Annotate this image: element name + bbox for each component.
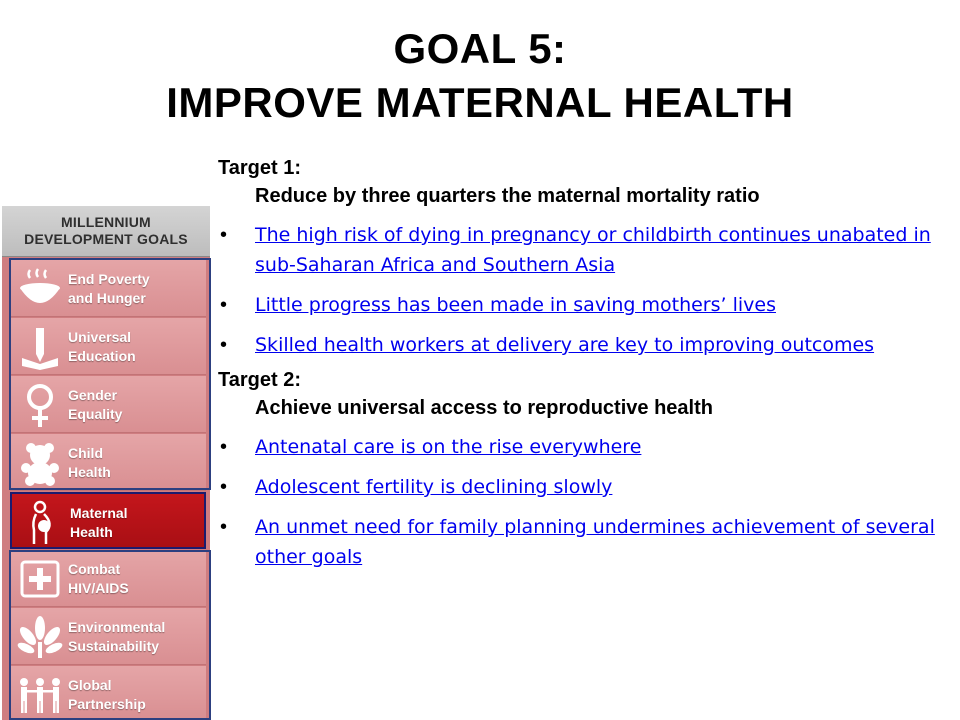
sidebar-item-label: HIV/AIDS <box>68 580 129 596</box>
bullet-link[interactable]: Skilled health workers at delivery are key to improving outcomes <box>255 334 875 356</box>
target-heading: Target 2: <box>218 369 301 391</box>
sidebar-item-label: Combat <box>68 561 121 577</box>
list-item <box>218 330 958 360</box>
sidebar-item-label: Sustainability <box>68 638 160 654</box>
sidebar-item-label: Child <box>68 445 103 461</box>
sidebar-item-gender-equality[interactable] <box>10 376 206 433</box>
target-heading: Target 1: <box>218 157 301 179</box>
sidebar-item-label: Environmental <box>68 619 166 635</box>
sidebar-item-label: End Poverty <box>68 271 150 287</box>
list-item <box>218 290 958 320</box>
sidebar-header-line-2: DEVELOPMENT GOALS <box>24 231 188 247</box>
sidebar-item-environmental-sustainability[interactable] <box>10 608 206 665</box>
target-description: Achieve universal access to reproductive health <box>255 397 713 419</box>
sidebar-item-label: Global <box>68 677 112 693</box>
sidebar-item-combat-hiv-aids[interactable] <box>10 550 206 607</box>
sidebar-header-line-1: MILLENNIUM <box>61 214 151 230</box>
bullet-link[interactable]: Adolescent fertility is declining slowly <box>255 476 613 498</box>
slide-title <box>0 22 960 130</box>
mdg-sidebar <box>2 206 210 720</box>
plant-icon <box>16 614 64 660</box>
list-item <box>218 472 958 502</box>
list-item <box>218 220 958 280</box>
sidebar-item-label: Health <box>70 524 113 540</box>
target-description: Reduce by three quarters the maternal mortality ratio <box>255 185 760 207</box>
sidebar-item-label: Health <box>68 464 111 480</box>
female-symbol-icon <box>16 382 64 428</box>
title-line-2: IMPROVE MATERNAL HEALTH <box>166 79 794 126</box>
teddy-bear-icon <box>16 440 64 486</box>
people-icon <box>16 672 64 718</box>
bullet-link[interactable]: Little progress has been made in saving mothers’ lives <box>255 294 776 316</box>
sidebar-header <box>2 206 210 257</box>
sidebar-item-child-health[interactable] <box>10 434 206 491</box>
bullet-link[interactable]: Antenatal care is on the rise everywhere <box>255 436 642 458</box>
sidebar-item-label: and Hunger <box>68 290 146 306</box>
sidebar-item-global-partnership[interactable] <box>10 666 206 720</box>
slide-content <box>218 154 958 582</box>
sidebar-item-maternal-health[interactable] <box>10 492 206 549</box>
bullet-link[interactable]: An unmet need for family planning undermines achievement of several other goals <box>255 516 935 568</box>
list-item <box>218 512 958 572</box>
pencil-book-icon <box>16 324 64 370</box>
sidebar-item-label: Universal <box>68 329 132 345</box>
list-item <box>218 432 958 462</box>
sidebar-item-label: Equality <box>68 406 123 422</box>
sidebar-item-label: Partnership <box>68 696 146 712</box>
sidebar-item-label: Maternal <box>70 505 128 521</box>
bullet-link[interactable]: The high risk of dying in pregnancy or childbirth continues unabated in sub-Saharan Africa and Southern Asia <box>255 224 931 276</box>
sidebar-item-end-poverty[interactable] <box>10 260 206 317</box>
plus-icon <box>16 556 64 602</box>
bowl-icon <box>16 266 64 312</box>
title-line-1: GOAL 5: <box>393 25 567 72</box>
pregnant-woman-icon <box>18 500 66 546</box>
sidebar-item-label: Education <box>68 348 136 364</box>
sidebar-item-universal-education[interactable] <box>10 318 206 375</box>
sidebar-item-label: Gender <box>68 387 118 403</box>
